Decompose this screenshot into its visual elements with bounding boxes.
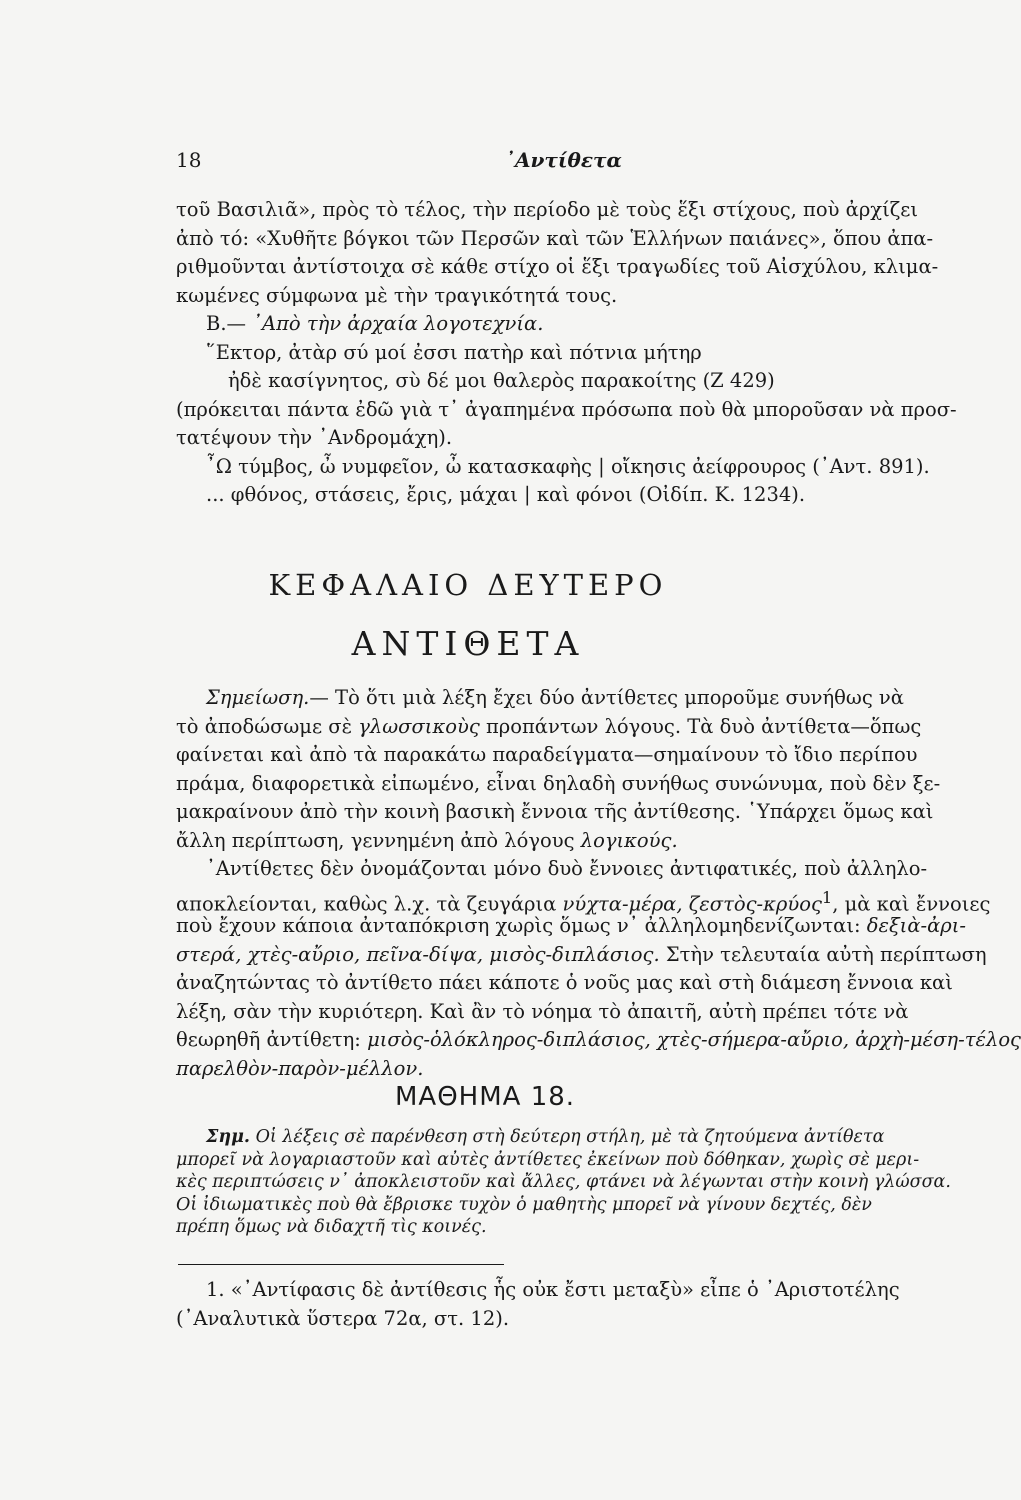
text-line: λέξη, σὰν τὴν κυριότερη. Καὶ ἂν τὸ νόημα τὸ ἀπαιτῆ, αὐτὴ πρέπει τότε νὰ (176, 999, 909, 1023)
text-line: τατέψουν τὴν ᾿Ανδρομάχη). (176, 426, 453, 449)
note-label: Σημείωση. (206, 686, 310, 709)
text-line: Οἱ ἰδιωματικὲς ποὺ θὰ ἔβρισκε τυχὸν ὁ μαθητὴς μπορεῖ νὰ γίνουν δεχτές, δὲν (176, 1194, 872, 1215)
text-line: μακραίνουν ἀπὸ τὴν κοινὴ βασικὴ ἔννοια τῆς ἀντίθεσης. ῾Υπάρχει ὅμως καὶ (176, 800, 934, 823)
intro-block (176, 196, 957, 510)
sophocles-quote-2: ... φθόνος, στάσεις, ἔρις, μάχαι | καὶ φόνοι (Οἰδίπ. Κ. 1234). (206, 483, 806, 506)
text-line (176, 827, 936, 856)
text-line (176, 1126, 936, 1149)
italic-span: γλωσσικοὺς (358, 714, 480, 738)
text-line: μπορεῖ νὰ λογαριαστοῦν καὶ αὐτὲς ἀντίθετες ἐκείνων ποὺ δόθηκαν, χωρὶς σὲ μερι- (176, 1149, 920, 1170)
text-line: ἀπὸ τό: «Χυθῆτε βόγκοι τῶν Περσῶν καὶ τῶν Ἑλλήνων παιάνες», ὅπου ἀπα- (176, 226, 934, 250)
text-line: κὲς περιπτώσεις ν᾿ ἀποκλειστοῦν καὶ ἄλλες, φτάνει νὰ λέγωνται στὴν κοινὴ γλώσσα. (176, 1172, 951, 1192)
chapter-title: ΑΝΤΙΘΕΤΑ (351, 624, 585, 663)
text-line: τοῦ Βασιλιᾶ», πρὸς τὸ τέλος, τὴν περίοδο μὲ τοὺς ἕξι στίχους, ποὺ ἀρχίζει (176, 198, 919, 221)
text-line: φαίνεται καὶ ἀπὸ τὰ παρακάτω παραδείγματα—σημαίνουν τὸ ἴδιο περίπου (176, 743, 918, 766)
text-line: ἀναζητώντας τὸ ἀντίθετο πάει κάποτε ὁ νοῦς μας καὶ στὴ διάμεση ἔννοια καὶ (176, 971, 953, 994)
body-block (176, 684, 1021, 1083)
homer-verse-1: ῞Εκτορ, ἀτὰρ σύ μοί ἐσσι πατὴρ καὶ πότνια μήτηρ (206, 340, 702, 364)
text-line (176, 1026, 1021, 1055)
sophocles-quote-1: ῏Ω τύμβος, ὦ νυμφεῖον, ὦ κατασκαφὴς | οἴκησις ἀείφρουρος (᾿Αντ. 891). (206, 454, 930, 478)
text-line: παρελθὸν-παρὸν-μέλλον. (176, 1056, 424, 1080)
text-span: τὸ ἀποδώσωμε σὲ (176, 714, 359, 738)
text-line (176, 884, 991, 915)
chapter-heading: ΚΕΦΑΛΑΙΟ ΔΕΥΤΕΡΟ (268, 568, 668, 602)
text-span: θεωρηθῆ ἀντίθετη: (176, 1028, 368, 1051)
text-line (176, 684, 936, 713)
text-line (176, 912, 966, 941)
page-number: 18 (176, 148, 202, 172)
text-line: πρέπη ὅμως νὰ διδαχτῆ τὶς κοινές. (176, 1217, 487, 1237)
text-span: , μὰ καὶ ἔννοιες (832, 892, 991, 915)
text-line (176, 941, 987, 970)
section-b-title: ᾿Απὸ τὴν ἀρχαία λογοτεχνία. (252, 312, 544, 335)
footnote (176, 1276, 936, 1333)
text-line: ριθμοῦνται ἀντίστοιχα σὲ κάθε στίχο οἱ ἕξι τραγωδίες τοῦ Αἰσχύλου, κλιμα- (176, 255, 939, 278)
text-line: πράμα, διαφορετικὰ εἰπωμένο, εἶναι δηλαδὴ συνήθως συνώνυμα, ποὺ δὲν ξε- (176, 771, 941, 795)
italic-span: μισὸς-ὁλόκληρος-διπλάσιος, χτὲς-σήμερα-αὔριο, ἀρχὴ-μέση-τέλος (367, 1028, 1021, 1051)
lesson-note (176, 1126, 951, 1239)
note-label: Σημ. (206, 1127, 250, 1147)
text-line: ᾿Αντίθετες δὲν ὀνομάζονται μόνο δυὸ ἔννοιες ἀντιφατικές, ποὺ ἀλληλο- (206, 857, 928, 880)
lesson-heading: ΜΑΘΗΜΑ 18. (395, 1082, 576, 1112)
section-b-heading (176, 310, 936, 339)
text-span: Στὴν τελευταία αὐτὴ περίπτωση (659, 942, 987, 966)
homer-verse-2: ἠδὲ κασίγνητος, σὺ δέ μοι θαλερὸς παρακοίτης (Ζ 429) (228, 369, 775, 392)
text-span: — Τὸ ὅτι μιὰ λέξη ἔχει δύο ἀντίθετες μποροῦμε συνήθως νὰ (309, 686, 904, 709)
text-span: αποκλείονται, καθὼς λ.χ. τὰ ζευγάρια (176, 892, 563, 915)
text-line: (᾿Αναλυτικὰ ὕστερα 72α, στ. 12). (176, 1306, 510, 1330)
italic-span: λογικούς. (580, 828, 678, 852)
text-line (176, 713, 936, 742)
running-head: ᾿Αντίθετα (505, 148, 622, 172)
text-span: Οἱ λέξεις σὲ παρένθεση στὴ δεύτερη στήλη, μὲ τὰ ζητούμενα ἀντίθετα (250, 1127, 885, 1147)
section-b-label: Β.— (206, 312, 253, 335)
text-span: ἄλλη περίπτωση, γεννημένη ἀπὸ λόγους (176, 828, 581, 852)
text-line: (πρόκειται πάντα ἐδῶ γιὰ τ᾿ ἀγαπημένα πρόσωπα ποὺ θὰ μποροῦσαν νὰ προσ- (176, 397, 957, 421)
italic-span: νύχτα-μέρα, ζεστὸς-κρύος (562, 892, 822, 915)
italic-span: δεξιὰ-ἀρι- (866, 914, 966, 937)
text-line: κωμένες σύμφωνα μὲ τὴν τραγικότητά τους. (176, 283, 618, 307)
text-line: 1. «᾿Αντίφασις δὲ ἀντίθεσις ἧς οὐκ ἔστι μεταξὺ» εἶπε ὁ ᾿Αριστοτέλης (206, 1278, 900, 1301)
text-span: ποὺ ἔχουν κάποια ἀνταπόκριση χωρὶς ὅμως ν᾿ ἀλληλομηδενίζωνται: (176, 914, 867, 937)
footnote-rule (178, 1264, 504, 1265)
text-span: προπάντων λόγους. Τὰ δυὸ ἀντίθετα—ὅπως (479, 714, 922, 738)
italic-span: στερά, χτὲς-αὔριο, πεῖνα-δίψα, μισὸς-διπλάσιος. (176, 942, 660, 966)
footnote-ref: 1 (821, 887, 833, 907)
